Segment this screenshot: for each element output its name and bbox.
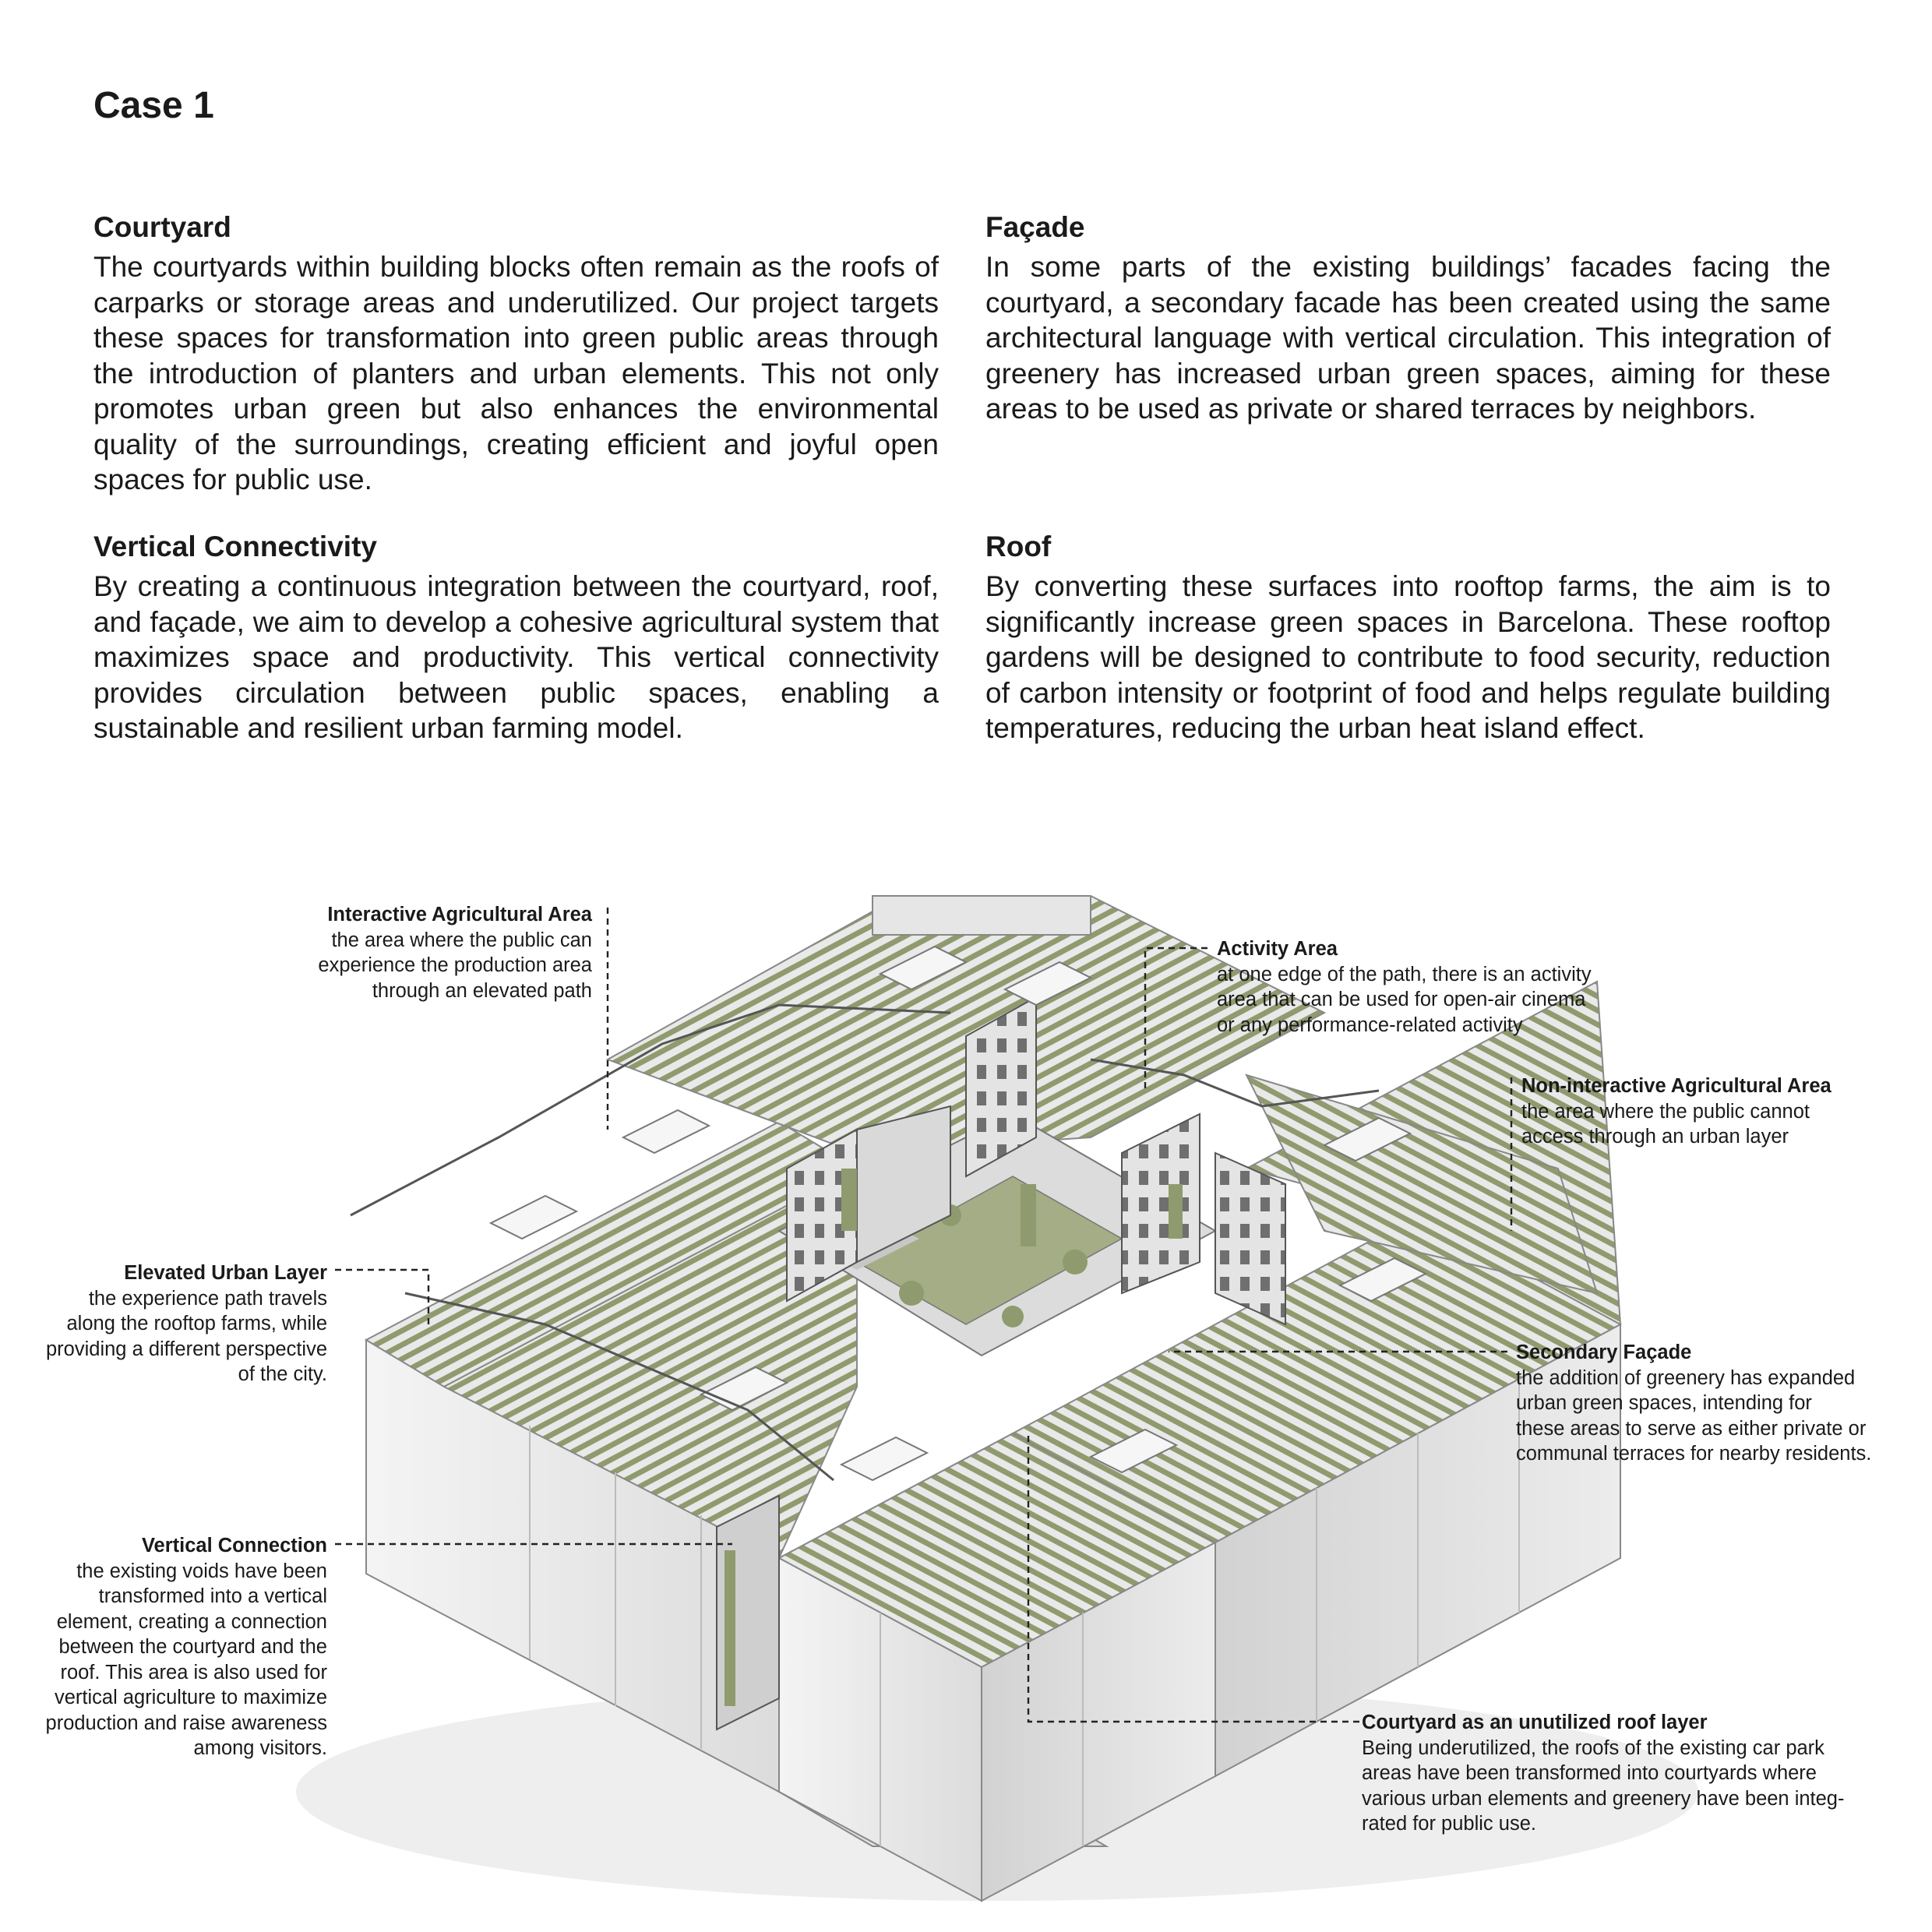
annotation-line: the area where the public cannot [1521, 1100, 1810, 1123]
annotation-activity-area [1217, 936, 1653, 1038]
annotation-line: production and raise awareness [45, 1712, 327, 1734]
annotation-line: vertical agriculture to maximize [54, 1687, 327, 1708]
section-heading: Vertical Connectivity [93, 531, 377, 562]
annotation-title: Courtyard as an unutilized roof layer [1362, 1712, 1708, 1733]
annotation-vertical-connection [16, 1533, 327, 1761]
section-vertical-connectivity [93, 530, 939, 746]
annotation-line: areas have been transformed into courtyards where [1362, 1762, 1817, 1784]
annotation-line: various urban elements and greenery have been integ- [1362, 1787, 1845, 1810]
section-body: The courtyards within building blocks often remain as the roofs of carparks or storage areas and underutilized. Our project targets these spaces for transformation into green public areas through the introduction of planters and urban elements. This not only promotes urban green but also enhances the environmental quality of the surroundings, creating efficient and joyful open spaces for public use. [93, 251, 939, 495]
annotation-line: urban green spaces, intending for [1516, 1392, 1812, 1414]
annotation-line: the addition of greenery has expanded [1516, 1366, 1856, 1389]
annotation-non-interactive-agricultural-area [1521, 1074, 1911, 1150]
annotation-line: at one edge of the path, there is an activity [1217, 963, 1592, 985]
annotation-title: Vertical Connection [141, 1535, 327, 1557]
section-body: In some parts of the existing buildings’ facades facing the courtyard, a secondary facade has been created using the same architectural language with vertical circulation. This integration of greenery has increased urban green spaces, aiming for these areas to be used as private or shared terraces by neighbors. [985, 251, 1831, 425]
annotation-line: roof. This area is also used for [60, 1661, 327, 1683]
annotation-line: providing a different perspective [46, 1338, 327, 1360]
annotation-line: among visitors. [193, 1737, 327, 1759]
annotation-line: along the rooftop farms, while [66, 1313, 327, 1334]
annotation-interactive-agricultural-area [203, 902, 592, 1003]
annotation-title: Secondary Façade [1516, 1341, 1692, 1363]
annotation-title: Elevated Urban Layer [124, 1262, 327, 1284]
annotation-line: Being underutilized, the roofs of the existing car park [1362, 1736, 1824, 1759]
annotation-courtyard-roof-layer [1362, 1710, 1907, 1837]
annotation-line: access through an urban layer [1521, 1126, 1789, 1148]
annotation-line: between the courtyard and the [58, 1636, 327, 1658]
section-heading: Roof [985, 531, 1052, 562]
annotation-title: Non-interactive Agricultural Area [1521, 1075, 1832, 1097]
annotation-line: the area where the public can [331, 929, 592, 951]
section-courtyard [93, 210, 939, 498]
annotation-line: these areas to serve as either private or [1516, 1417, 1867, 1440]
annotation-title: Interactive Agricultural Area [327, 904, 592, 925]
vertical-connection-element [717, 1496, 779, 1729]
annotation-line: the existing voids have been [76, 1560, 327, 1582]
annotation-line: element, creating a connection [56, 1610, 327, 1633]
section-facade [985, 210, 1831, 427]
annotation-elevated-urban-layer [16, 1260, 327, 1387]
annotation-line: communal terraces for nearby residents. [1516, 1443, 1872, 1465]
annotation-title: Activity Area [1217, 938, 1338, 960]
annotation-line: area that can be used for open-air cinema [1217, 989, 1586, 1010]
annotation-line: rated for public use. [1362, 1813, 1536, 1835]
annotation-line: experience the production area [318, 954, 592, 976]
annotation-line: the experience path travels [88, 1287, 327, 1310]
section-body: By creating a continuous integration between the courtyard, roof, and façade, we aim to develop a cohesive agricultural system that maximizes space and productivity. This vertical connectivity provides circulation between public spaces, enabling a sustainable and resilient urban farming model. [93, 570, 939, 744]
section-heading: Façade [985, 211, 1085, 243]
section-roof [985, 530, 1831, 746]
page-title: Case 1 [93, 85, 214, 126]
section-heading: Courtyard [93, 211, 231, 243]
annotation-line: transformed into a vertical [98, 1585, 327, 1607]
annotation-line: through an elevated path [372, 979, 592, 1002]
annotation-secondary-facade [1516, 1340, 1921, 1467]
annotation-line: of the city. [238, 1363, 327, 1385]
section-body: By converting these surfaces into rooftop farms, the aim is to significantly increase green spaces in Barcelona. These rooftop gardens will be designed to contribute to food security, reduction of carbon intensity or footprint of food and helps regulate building temperatures, reducing the urban heat island effect. [985, 570, 1831, 744]
annotation-line: or any performance-related activity [1217, 1014, 1523, 1036]
